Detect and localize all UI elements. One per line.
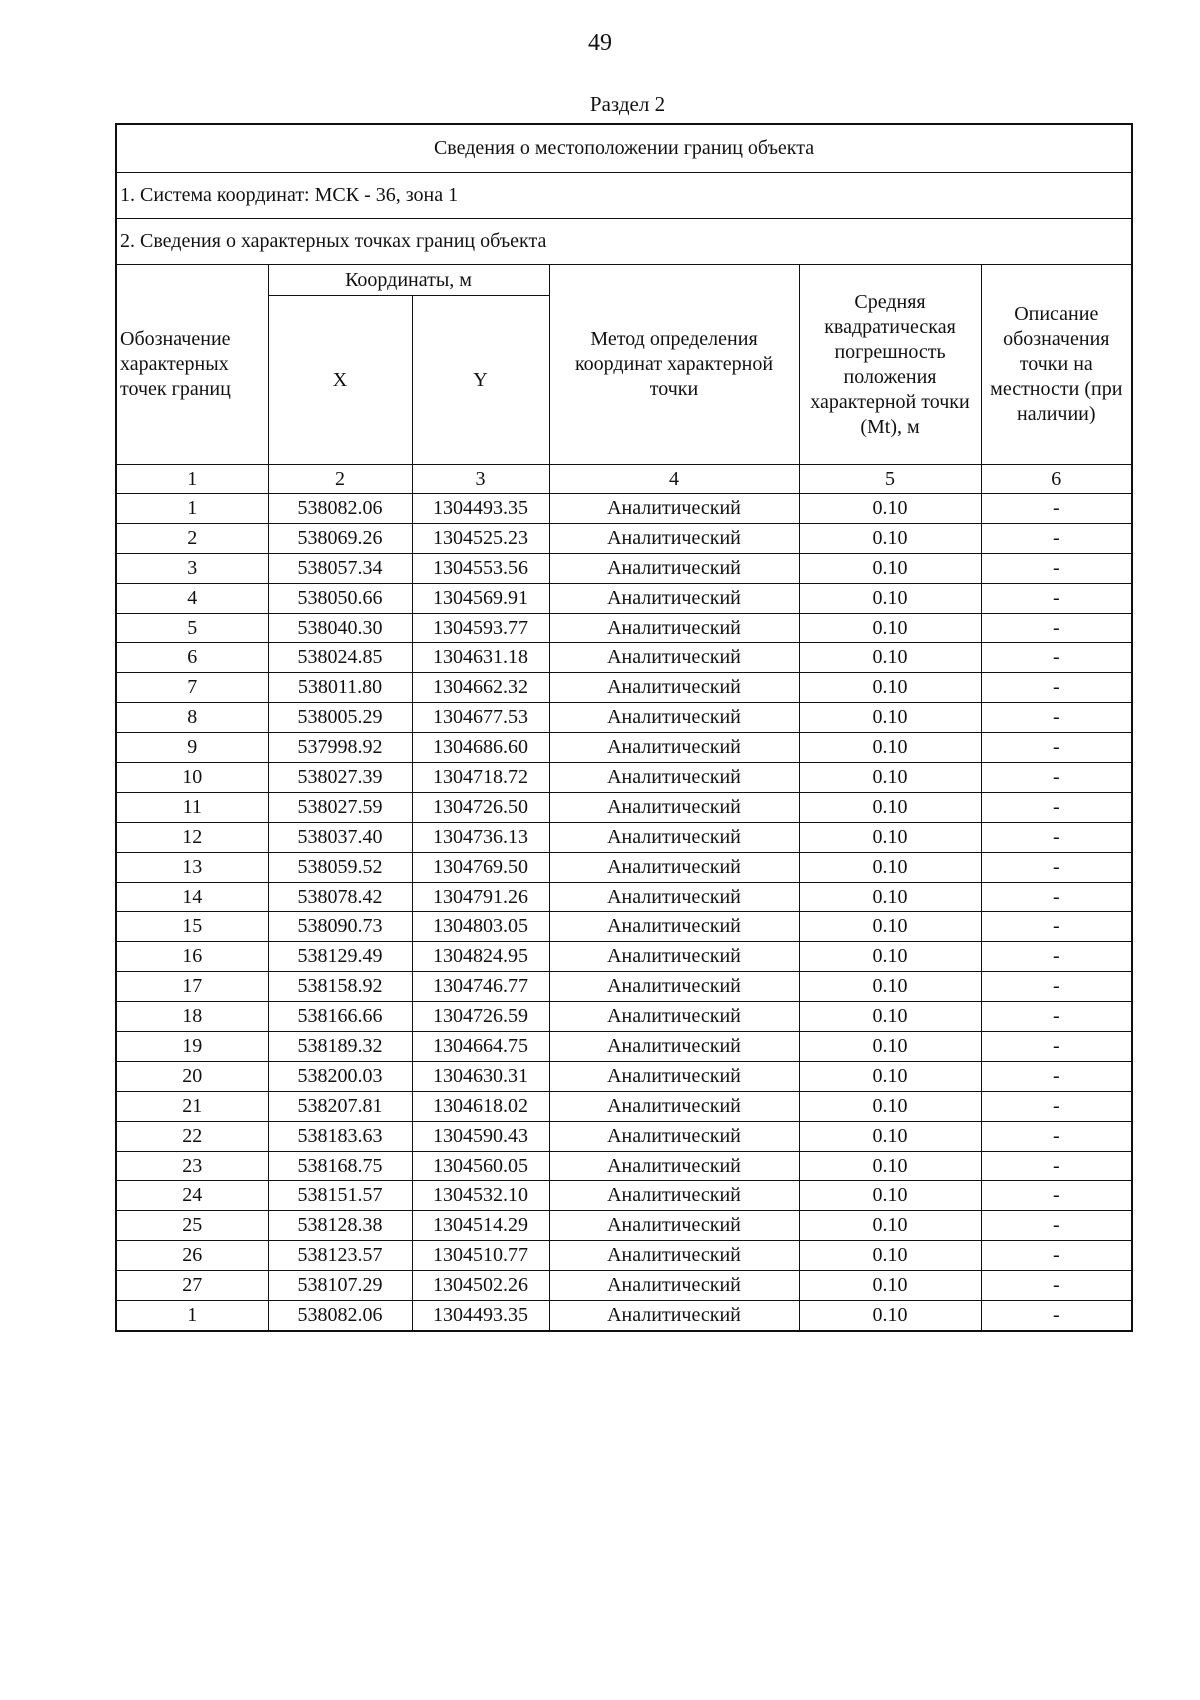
cell-method: Аналитический bbox=[549, 882, 799, 912]
cell-point-number: 9 bbox=[116, 733, 268, 763]
cell-x: 538151.57 bbox=[268, 1181, 412, 1211]
cell-point-number: 25 bbox=[116, 1211, 268, 1241]
table-row bbox=[116, 613, 1132, 643]
cell-mean-error: 0.10 bbox=[799, 822, 981, 852]
cell-x: 538129.49 bbox=[268, 942, 412, 972]
cell-method: Аналитический bbox=[549, 1301, 799, 1331]
cell-y: 1304553.56 bbox=[412, 553, 549, 583]
cell-y: 1304726.59 bbox=[412, 1002, 549, 1032]
cell-point-number: 4 bbox=[116, 583, 268, 613]
cell-mean-error: 0.10 bbox=[799, 523, 981, 553]
cell-point-number: 23 bbox=[116, 1151, 268, 1181]
table-row bbox=[116, 494, 1132, 524]
cell-description: - bbox=[981, 852, 1132, 882]
cell-description: - bbox=[981, 1271, 1132, 1301]
cell-y: 1304630.31 bbox=[412, 1061, 549, 1091]
cell-method: Аналитический bbox=[549, 1121, 799, 1151]
cell-x: 538168.75 bbox=[268, 1151, 412, 1181]
cell-y: 1304493.35 bbox=[412, 494, 549, 524]
cell-point-number: 26 bbox=[116, 1241, 268, 1271]
cell-method: Аналитический bbox=[549, 1091, 799, 1121]
cell-y: 1304618.02 bbox=[412, 1091, 549, 1121]
cell-mean-error: 0.10 bbox=[799, 852, 981, 882]
cell-point-number: 18 bbox=[116, 1002, 268, 1032]
cell-x: 538082.06 bbox=[268, 494, 412, 524]
column-number: 1 bbox=[116, 465, 268, 494]
cell-description: - bbox=[981, 523, 1132, 553]
cell-description: - bbox=[981, 733, 1132, 763]
cell-x: 538078.42 bbox=[268, 882, 412, 912]
cell-method: Аналитический bbox=[549, 553, 799, 583]
table-row bbox=[116, 1091, 1132, 1121]
cell-description: - bbox=[981, 792, 1132, 822]
cell-description: - bbox=[981, 1061, 1132, 1091]
cell-mean-error: 0.10 bbox=[799, 1032, 981, 1062]
cell-y: 1304803.05 bbox=[412, 912, 549, 942]
cell-y: 1304593.77 bbox=[412, 613, 549, 643]
cell-y: 1304662.32 bbox=[412, 673, 549, 703]
cell-mean-error: 0.10 bbox=[799, 583, 981, 613]
cell-mean-error: 0.10 bbox=[799, 1211, 981, 1241]
cell-y: 1304746.77 bbox=[412, 972, 549, 1002]
cell-mean-error: 0.10 bbox=[799, 942, 981, 972]
table-row bbox=[116, 972, 1132, 1002]
cell-method: Аналитический bbox=[549, 1271, 799, 1301]
cell-point-number: 8 bbox=[116, 703, 268, 733]
cell-x: 538082.06 bbox=[268, 1301, 412, 1331]
cell-point-number: 27 bbox=[116, 1271, 268, 1301]
coordinate-system: 1. Система координат: МСК - 36, зона 1 bbox=[116, 173, 1132, 219]
cell-point-number: 7 bbox=[116, 673, 268, 703]
cell-mean-error: 0.10 bbox=[799, 643, 981, 673]
cell-mean-error: 0.10 bbox=[799, 1061, 981, 1091]
cell-mean-error: 0.10 bbox=[799, 1301, 981, 1331]
cell-description: - bbox=[981, 1121, 1132, 1151]
table-row bbox=[116, 1301, 1132, 1331]
table-row bbox=[116, 792, 1132, 822]
cell-description: - bbox=[981, 1211, 1132, 1241]
cell-y: 1304502.26 bbox=[412, 1271, 549, 1301]
column-number-row bbox=[116, 465, 1132, 494]
cell-point-number: 13 bbox=[116, 852, 268, 882]
cell-x: 538107.29 bbox=[268, 1271, 412, 1301]
cell-point-number: 2 bbox=[116, 523, 268, 553]
cell-method: Аналитический bbox=[549, 912, 799, 942]
cell-y: 1304791.26 bbox=[412, 882, 549, 912]
cell-x: 538050.66 bbox=[268, 583, 412, 613]
cell-description: - bbox=[981, 972, 1132, 1002]
table-title: Сведения о местоположении границ объекта bbox=[116, 124, 1132, 173]
cell-point-number: 6 bbox=[116, 643, 268, 673]
cell-y: 1304590.43 bbox=[412, 1121, 549, 1151]
header-x: X bbox=[268, 296, 412, 465]
cell-y: 1304631.18 bbox=[412, 643, 549, 673]
cell-x: 538069.26 bbox=[268, 523, 412, 553]
cell-point-number: 20 bbox=[116, 1061, 268, 1091]
cell-x: 538059.52 bbox=[268, 852, 412, 882]
table-row bbox=[116, 1151, 1132, 1181]
points-caption: 2. Сведения о характерных точках границ объекта bbox=[116, 219, 1132, 265]
cell-y: 1304736.13 bbox=[412, 822, 549, 852]
cell-mean-error: 0.10 bbox=[799, 763, 981, 793]
page-number: 49 bbox=[588, 30, 612, 56]
column-number: 2 bbox=[268, 465, 412, 494]
cell-description: - bbox=[981, 673, 1132, 703]
cell-mean-error: 0.10 bbox=[799, 494, 981, 524]
cell-x: 538189.32 bbox=[268, 1032, 412, 1062]
table-row bbox=[116, 942, 1132, 972]
cell-method: Аналитический bbox=[549, 822, 799, 852]
cell-method: Аналитический bbox=[549, 1061, 799, 1091]
cell-point-number: 14 bbox=[116, 882, 268, 912]
table-row bbox=[116, 643, 1132, 673]
cell-point-number: 1 bbox=[116, 494, 268, 524]
cell-x: 538027.59 bbox=[268, 792, 412, 822]
cell-y: 1304677.53 bbox=[412, 703, 549, 733]
cell-mean-error: 0.10 bbox=[799, 882, 981, 912]
cell-method: Аналитический bbox=[549, 703, 799, 733]
cell-x: 538158.92 bbox=[268, 972, 412, 1002]
cell-method: Аналитический bbox=[549, 1151, 799, 1181]
cell-point-number: 19 bbox=[116, 1032, 268, 1062]
section-label: Раздел 2 bbox=[589, 92, 666, 116]
cell-point-number: 10 bbox=[116, 763, 268, 793]
table-row bbox=[116, 912, 1132, 942]
cell-x: 538123.57 bbox=[268, 1241, 412, 1271]
table-row bbox=[116, 583, 1132, 613]
cell-x: 538128.38 bbox=[268, 1211, 412, 1241]
cell-y: 1304664.75 bbox=[412, 1032, 549, 1062]
cell-point-number: 3 bbox=[116, 553, 268, 583]
cell-method: Аналитический bbox=[549, 613, 799, 643]
cell-description: - bbox=[981, 613, 1132, 643]
cell-description: - bbox=[981, 703, 1132, 733]
table-row bbox=[116, 852, 1132, 882]
cell-x: 538183.63 bbox=[268, 1121, 412, 1151]
cell-x: 538027.39 bbox=[268, 763, 412, 793]
cell-method: Аналитический bbox=[549, 942, 799, 972]
cell-y: 1304560.05 bbox=[412, 1151, 549, 1181]
cell-point-number: 17 bbox=[116, 972, 268, 1002]
table-row bbox=[116, 1121, 1132, 1151]
header-description: Описание обозначения точки на местности (при наличии) bbox=[981, 265, 1132, 465]
cell-point-number: 22 bbox=[116, 1121, 268, 1151]
column-number: 5 bbox=[799, 465, 981, 494]
cell-mean-error: 0.10 bbox=[799, 673, 981, 703]
cell-point-number: 12 bbox=[116, 822, 268, 852]
cell-method: Аналитический bbox=[549, 583, 799, 613]
column-number: 6 bbox=[981, 465, 1132, 494]
cell-method: Аналитический bbox=[549, 643, 799, 673]
cell-mean-error: 0.10 bbox=[799, 1271, 981, 1301]
table-row bbox=[116, 1241, 1132, 1271]
cell-y: 1304569.91 bbox=[412, 583, 549, 613]
cell-y: 1304686.60 bbox=[412, 733, 549, 763]
cell-y: 1304493.35 bbox=[412, 1301, 549, 1331]
table-row bbox=[116, 1211, 1132, 1241]
table-row bbox=[116, 1032, 1132, 1062]
cell-point-number: 15 bbox=[116, 912, 268, 942]
cell-description: - bbox=[981, 643, 1132, 673]
cell-description: - bbox=[981, 1241, 1132, 1271]
cell-mean-error: 0.10 bbox=[799, 792, 981, 822]
cell-y: 1304726.50 bbox=[412, 792, 549, 822]
cell-point-number: 1 bbox=[116, 1301, 268, 1331]
cell-x: 538057.34 bbox=[268, 553, 412, 583]
cell-method: Аналитический bbox=[549, 673, 799, 703]
table-row bbox=[116, 703, 1132, 733]
cell-y: 1304510.77 bbox=[412, 1241, 549, 1271]
cell-mean-error: 0.10 bbox=[799, 1181, 981, 1211]
table-row bbox=[116, 733, 1132, 763]
cell-method: Аналитический bbox=[549, 733, 799, 763]
cell-mean-error: 0.10 bbox=[799, 613, 981, 643]
cell-description: - bbox=[981, 763, 1132, 793]
cell-x: 538005.29 bbox=[268, 703, 412, 733]
cell-description: - bbox=[981, 583, 1132, 613]
cell-mean-error: 0.10 bbox=[799, 972, 981, 1002]
cell-description: - bbox=[981, 1091, 1132, 1121]
table-row bbox=[116, 1271, 1132, 1301]
cell-y: 1304824.95 bbox=[412, 942, 549, 972]
cell-description: - bbox=[981, 553, 1132, 583]
cell-description: - bbox=[981, 1301, 1132, 1331]
cell-mean-error: 0.10 bbox=[799, 912, 981, 942]
cell-y: 1304532.10 bbox=[412, 1181, 549, 1211]
cell-method: Аналитический bbox=[549, 763, 799, 793]
cell-point-number: 11 bbox=[116, 792, 268, 822]
header-method: Метод определения координат характерной точки bbox=[549, 265, 799, 465]
table-row bbox=[116, 553, 1132, 583]
cell-mean-error: 0.10 bbox=[799, 553, 981, 583]
table-row bbox=[116, 822, 1132, 852]
cell-method: Аналитический bbox=[549, 1211, 799, 1241]
column-number: 4 bbox=[549, 465, 799, 494]
cell-method: Аналитический bbox=[549, 1241, 799, 1271]
cell-point-number: 16 bbox=[116, 942, 268, 972]
cell-x: 538024.85 bbox=[268, 643, 412, 673]
cell-method: Аналитический bbox=[549, 1002, 799, 1032]
cell-description: - bbox=[981, 942, 1132, 972]
header-mean-error: Средняя квадратическая погрешность положения характерной точки (Mt), м bbox=[799, 265, 981, 465]
cell-x: 538166.66 bbox=[268, 1002, 412, 1032]
cell-description: - bbox=[981, 1151, 1132, 1181]
cell-y: 1304769.50 bbox=[412, 852, 549, 882]
cell-x: 538040.30 bbox=[268, 613, 412, 643]
table-row bbox=[116, 1181, 1132, 1211]
cell-x: 538037.40 bbox=[268, 822, 412, 852]
cell-method: Аналитический bbox=[549, 523, 799, 553]
cell-description: - bbox=[981, 1032, 1132, 1062]
header-y: Y bbox=[412, 296, 549, 465]
column-number: 3 bbox=[412, 465, 549, 494]
cell-mean-error: 0.10 bbox=[799, 733, 981, 763]
cell-description: - bbox=[981, 912, 1132, 942]
header-coordinates: Координаты, м bbox=[268, 265, 549, 296]
cell-y: 1304514.29 bbox=[412, 1211, 549, 1241]
cell-mean-error: 0.10 bbox=[799, 1241, 981, 1271]
cell-mean-error: 0.10 bbox=[799, 1091, 981, 1121]
table-row bbox=[116, 523, 1132, 553]
cell-method: Аналитический bbox=[549, 494, 799, 524]
table-row bbox=[116, 763, 1132, 793]
cell-description: - bbox=[981, 882, 1132, 912]
cell-mean-error: 0.10 bbox=[799, 1002, 981, 1032]
cell-description: - bbox=[981, 1002, 1132, 1032]
cell-description: - bbox=[981, 1181, 1132, 1211]
header-point-designation: Обозначение характерных точек границ bbox=[116, 265, 268, 465]
cell-x: 538200.03 bbox=[268, 1061, 412, 1091]
cell-method: Аналитический bbox=[549, 972, 799, 1002]
cell-y: 1304525.23 bbox=[412, 523, 549, 553]
cell-method: Аналитический bbox=[549, 852, 799, 882]
cell-mean-error: 0.10 bbox=[799, 1151, 981, 1181]
cell-x: 538011.80 bbox=[268, 673, 412, 703]
cell-point-number: 5 bbox=[116, 613, 268, 643]
table-row bbox=[116, 673, 1132, 703]
cell-description: - bbox=[981, 494, 1132, 524]
table-row bbox=[116, 882, 1132, 912]
cell-x: 538207.81 bbox=[268, 1091, 412, 1121]
table-row bbox=[116, 1061, 1132, 1091]
cell-y: 1304718.72 bbox=[412, 763, 549, 793]
cell-mean-error: 0.10 bbox=[799, 1121, 981, 1151]
cell-description: - bbox=[981, 822, 1132, 852]
cell-x: 537998.92 bbox=[268, 733, 412, 763]
cell-method: Аналитический bbox=[549, 1032, 799, 1062]
cell-x: 538090.73 bbox=[268, 912, 412, 942]
table-body bbox=[116, 494, 1132, 1331]
cell-point-number: 21 bbox=[116, 1091, 268, 1121]
cell-point-number: 24 bbox=[116, 1181, 268, 1211]
boundary-points-table bbox=[115, 123, 1133, 1332]
cell-method: Аналитический bbox=[549, 1181, 799, 1211]
cell-mean-error: 0.10 bbox=[799, 703, 981, 733]
cell-method: Аналитический bbox=[549, 792, 799, 822]
table-row bbox=[116, 1002, 1132, 1032]
